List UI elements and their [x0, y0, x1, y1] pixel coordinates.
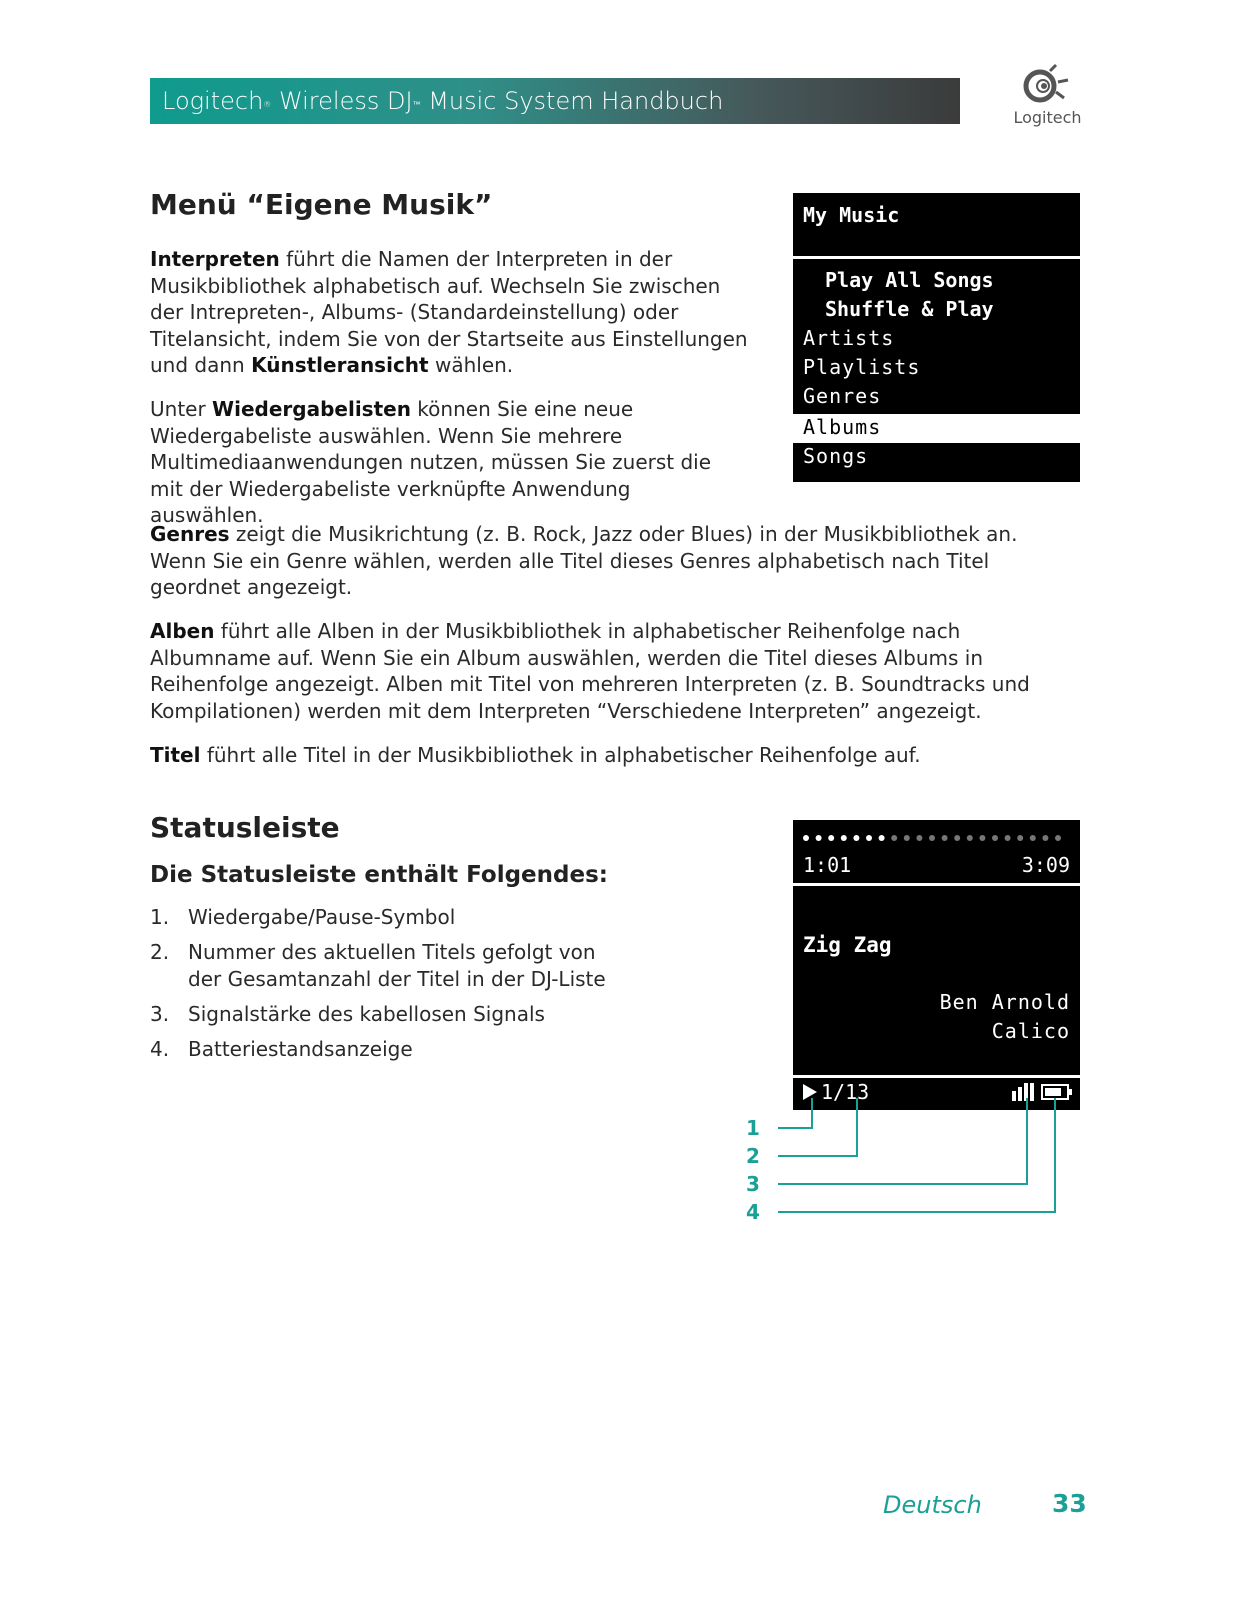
trademark-mark: ™: [412, 100, 421, 109]
progress-dot: [1030, 835, 1036, 841]
progress-dot: [904, 835, 910, 841]
callout-2: 2: [746, 1144, 760, 1168]
progress-dots: [793, 828, 1080, 848]
list-text: Signalstärke des kabellosen Signals: [188, 1002, 545, 1026]
header-brand: Logitech: [162, 87, 264, 115]
progress-dot: [866, 835, 872, 841]
progress-dot: [1042, 835, 1048, 841]
list-text: Nummer des aktuellen Titels gefolgt von der Gesamtanzahl der Titel in der DJ-Liste: [188, 940, 606, 991]
header-rest: Music System Handbuch: [428, 87, 724, 115]
progress-dot: [1005, 835, 1011, 841]
paragraph-titel: [150, 742, 1080, 769]
list-number: 2.: [150, 940, 170, 964]
term-genres: Genres: [150, 522, 230, 546]
menu-item-genres: Genres: [803, 384, 882, 408]
section-title-statusleiste: Statusleiste: [150, 811, 340, 844]
progress-dot: [942, 835, 948, 841]
progress-dot: [967, 835, 973, 841]
status-divider-top: [793, 883, 1080, 886]
menu-item-songs: Songs: [803, 444, 869, 468]
progress-dot: [992, 835, 998, 841]
menu-title: My Music: [803, 203, 900, 227]
progress-dot: [841, 835, 847, 841]
callout-3: 3: [746, 1172, 760, 1196]
menu-item-play-all: Play All Songs: [825, 268, 994, 292]
text-genres: zeigt die Musikrichtung (z. B. Rock, Jazz oder Blues) in der Musikbibliothek an. Wenn Sie ein Genre wählen, werden alle Titel dieses Genres alphabetisch nach Titel geordnet angezeigt.: [150, 522, 1018, 599]
menu-divider: [793, 256, 1080, 259]
logitech-logo: [1010, 62, 1085, 132]
menu-item-shuffle: Shuffle & Play: [825, 297, 994, 321]
menu-item-artists: Artists: [803, 326, 895, 350]
play-icon: [803, 1084, 817, 1100]
callout-4: 4: [746, 1200, 760, 1224]
elapsed-time: 1:01: [803, 853, 852, 877]
text-interpreten-b: wählen.: [428, 353, 514, 377]
progress-dot: [816, 835, 822, 841]
term-alben: Alben: [150, 619, 215, 643]
text-titel: führt alle Titel in der Musikbibliothek in alphabetischer Reihenfolge auf.: [200, 743, 921, 767]
progress-dot: [803, 835, 809, 841]
album-name: Calico: [991, 1019, 1070, 1043]
my-music-screen: [793, 193, 1080, 482]
list-text: Wiedergabe/Pause-Symbol: [188, 905, 456, 929]
menu-item-albums: Albums: [803, 415, 882, 439]
signal-strength-icon: [1012, 1083, 1034, 1101]
status-divider-bottom: [793, 1075, 1080, 1078]
text-interpreten-a: führt die Namen der Interpreten in der Musikbibliothek alphabetisch auf. Wechseln Sie zwischen der Intrepreten-, Albums- (Standardeinstellung) oder Titelansicht, indem Sie von der Startseite aus Einstellungen und dann: [150, 247, 748, 377]
artist-name: Ben Arnold: [939, 990, 1070, 1014]
header-product: Wireless DJ: [278, 87, 413, 115]
list-number: 4.: [150, 1037, 170, 1061]
progress-dot: [1017, 835, 1023, 841]
header-bar: [150, 78, 960, 124]
progress-dot: [979, 835, 985, 841]
progress-dot: [828, 835, 834, 841]
text-wiedergabelisten: können Sie eine neue Wiedergabeliste auswählen. Wenn Sie mehrere Multimediaanwendungen nutzen, müssen Sie zuerst die mit der Wiedergabeliste verknüpfte Anwendung auswählen.: [150, 397, 712, 527]
callout-1: 1: [746, 1116, 760, 1140]
text-unter: Unter: [150, 397, 213, 421]
term-kuenstleransicht: Künstleransicht: [251, 353, 429, 377]
list-number: 1.: [150, 905, 170, 929]
progress-dot: [891, 835, 897, 841]
list-text: Batteriestandsanzeige: [188, 1037, 413, 1061]
footer-language: Deutsch: [883, 1491, 982, 1519]
term-titel: Titel: [150, 743, 201, 767]
total-time: 3:09: [1021, 853, 1070, 877]
battery-icon: [1041, 1084, 1073, 1100]
logitech-eye-logo-icon: [1010, 62, 1085, 110]
progress-dot: [954, 835, 960, 841]
subtitle-statusleiste: Die Statusleiste enthält Folgendes:: [150, 862, 608, 888]
text-alben: führt alle Alben in der Musikbibliothek in alphabetischer Reihenfolge nach Albumname auf. Wenn Sie ein Album auswählen, werden die Titel dieses Albums in Reihenfolge angezeigt. Alben mit Titel von mehreren Interpreten (z. B. Soundtracks und Kompilationen) werden mit dem Interpreten “Verschiedene Interpreten” angezeigt.: [150, 619, 1030, 723]
track-counter: 1/13: [821, 1080, 870, 1104]
progress-dot: [853, 835, 859, 841]
song-title: Zig Zag: [803, 933, 892, 957]
now-playing-screen: [793, 820, 1080, 1110]
list-number: 3.: [150, 1002, 170, 1026]
paragraph-wiedergabelisten: [150, 396, 750, 529]
progress-dot: [1055, 835, 1061, 841]
registered-mark: ®: [263, 100, 272, 109]
menu-item-playlists: Playlists: [803, 355, 921, 379]
progress-dot: [929, 835, 935, 841]
paragraph-genres: [150, 521, 1070, 601]
term-interpreten: Interpreten: [150, 247, 280, 271]
progress-dot: [879, 835, 885, 841]
logo-text: Logitech: [1013, 108, 1082, 127]
paragraph-interpreten: [150, 246, 750, 379]
paragraph-alben: [150, 618, 1080, 724]
term-wiedergabelisten: Wiedergabelisten: [212, 397, 411, 421]
section-title-eigene-musik: Menü “Eigene Musik”: [150, 188, 493, 221]
progress-dot: [916, 835, 922, 841]
menu-item-albums-selected: [793, 414, 1080, 443]
page-number: 33: [1052, 1489, 1087, 1518]
